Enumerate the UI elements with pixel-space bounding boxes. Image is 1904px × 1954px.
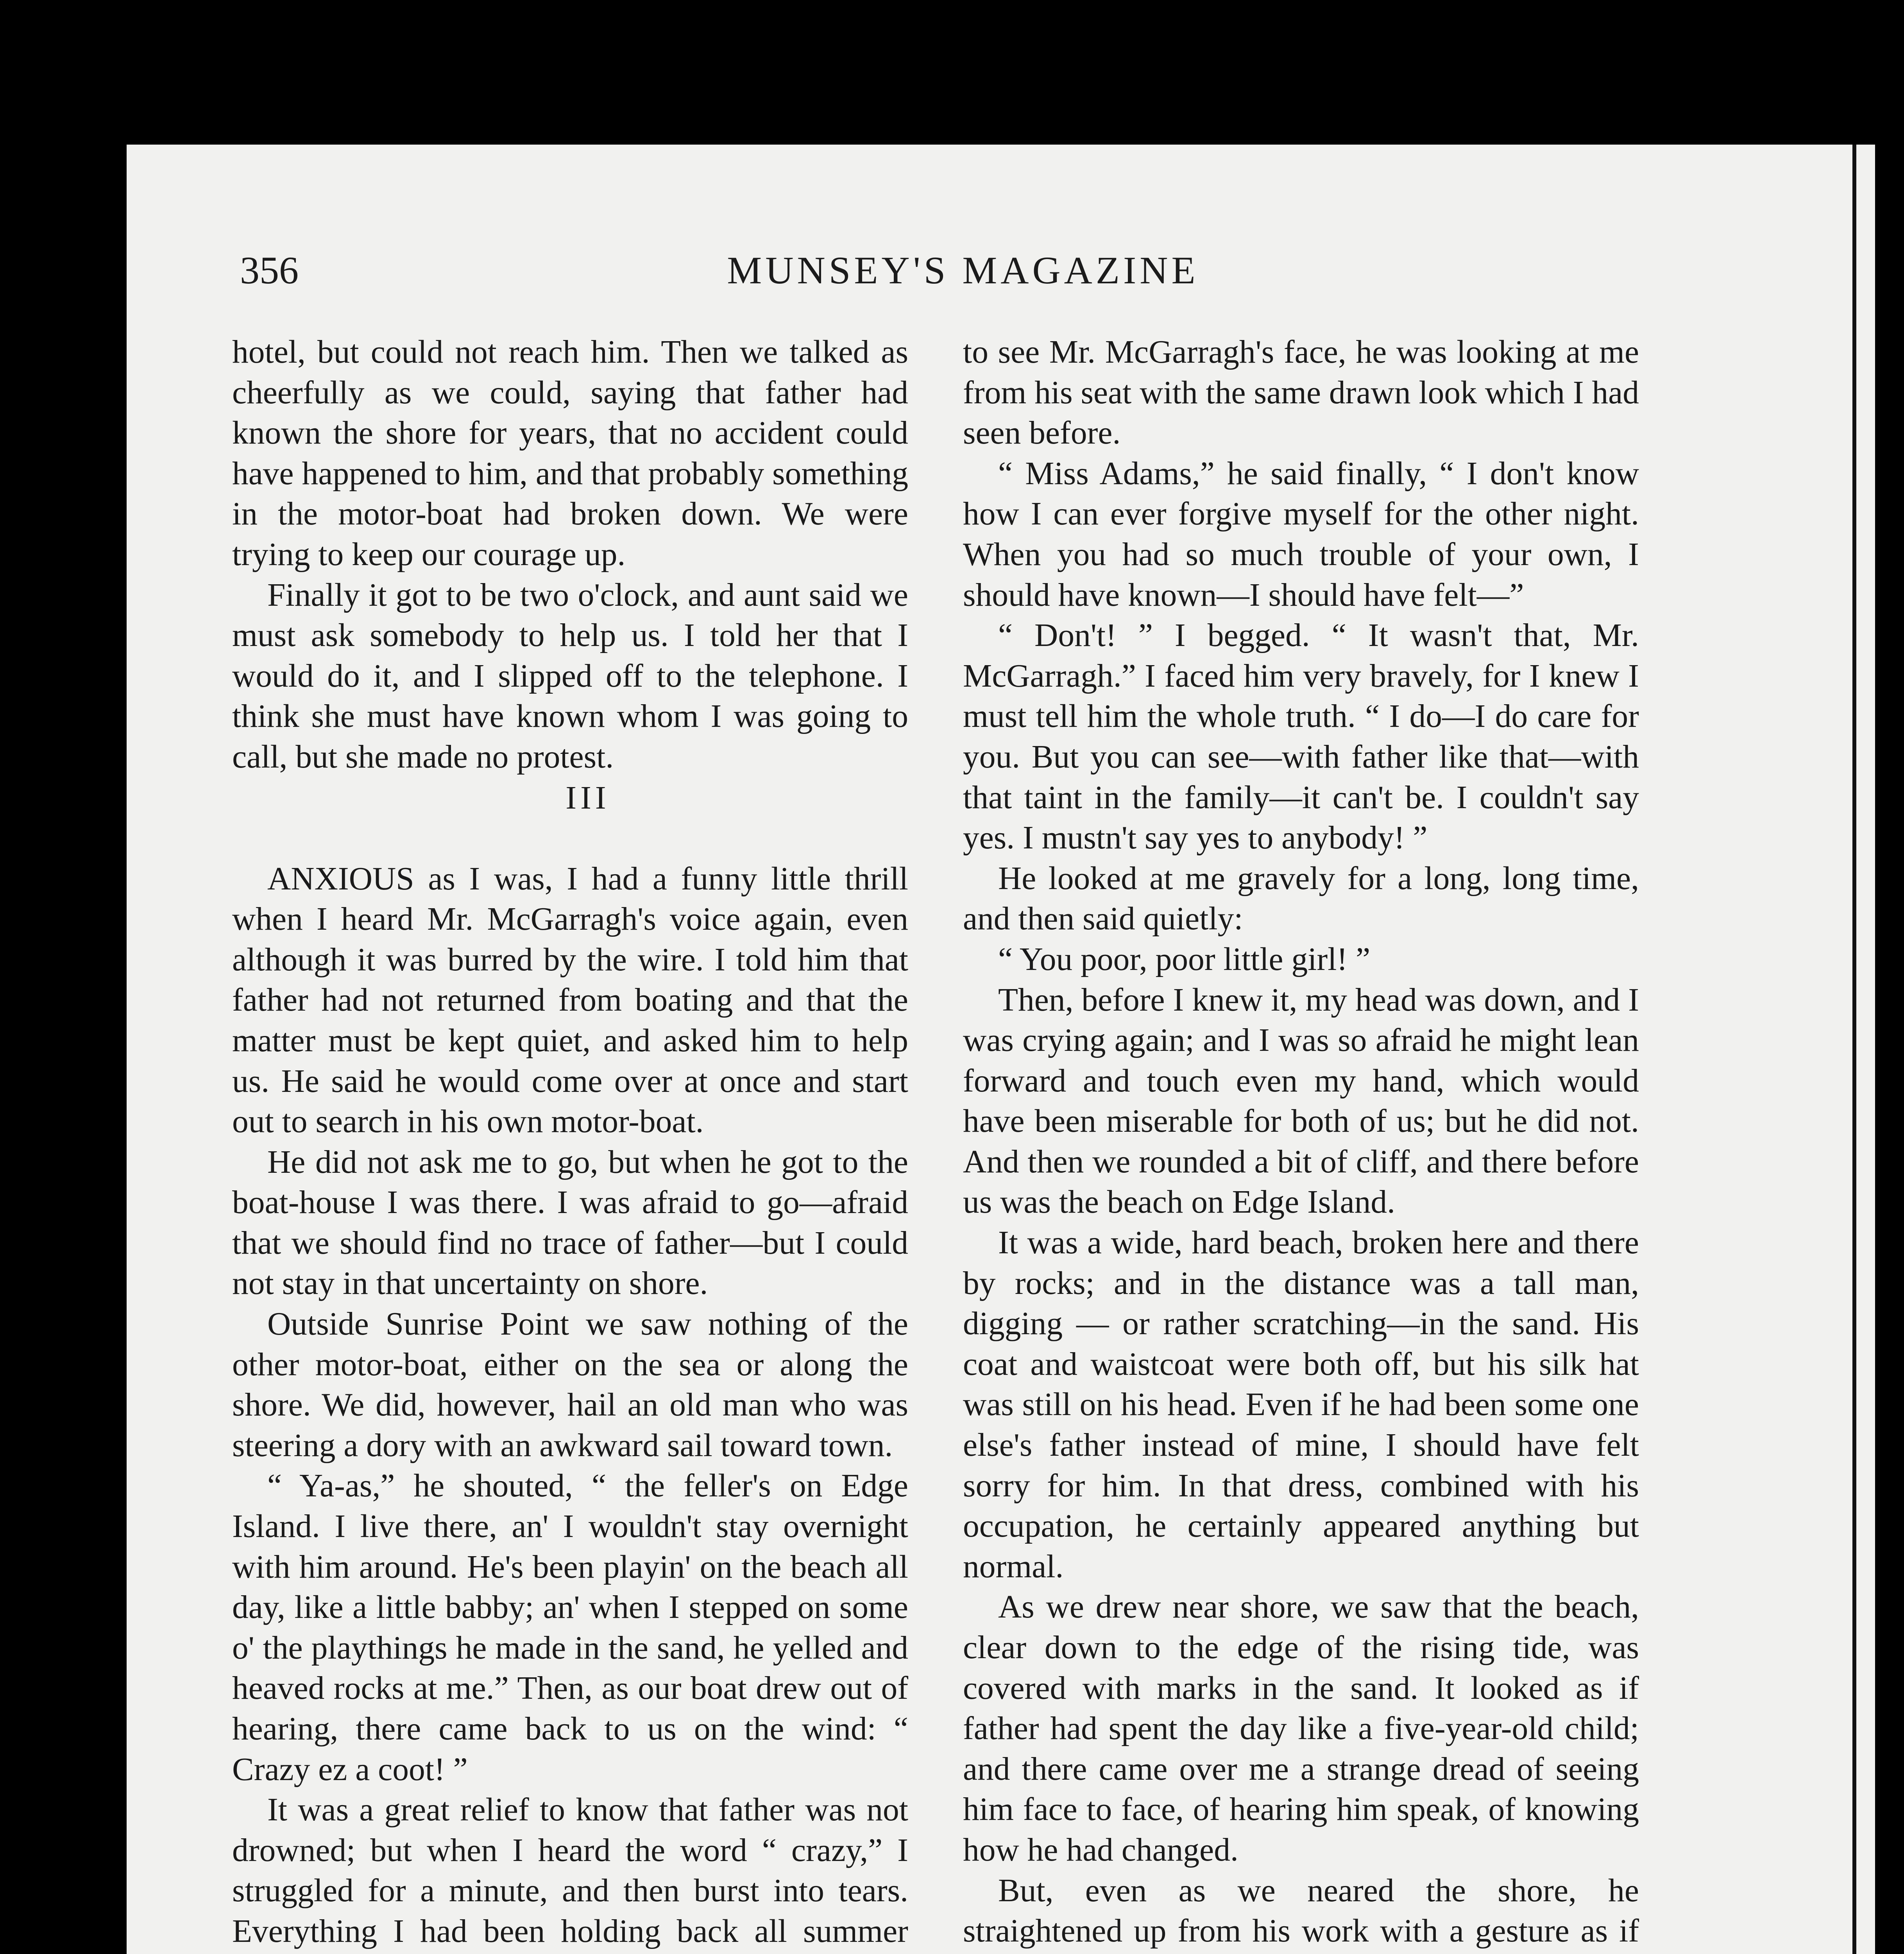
paragraph: to see Mr. McGarragh's face, he was looking at me from his seat with the same drawn look which I had seen before.: [963, 334, 1639, 451]
paragraph: ANXIOUS as I was, I had a funny little thrill when I heard Mr. McGarragh's voice again, even although it was burred by the wire. I told him that father had not returned from boating and that the matter must be kept quiet, and asked him to help us. He said he would come over at once and start out to search in his own motor-boat.: [232, 861, 908, 1140]
paragraph: As we drew near shore, we saw that the beach, clear down to the edge of the rising tide, was covered with marks in the sand. It looked as if father had spent the day like a five-year-old child; and there came over me a strange dread of seeing him face to face, of hearing him speak, of knowing how he had changed.: [963, 1589, 1639, 1868]
paragraph: It was a wide, hard beach, broken here and there by rocks; and in the distance was a tall man, digging — or rather scratching—in the sand. His coat and waistcoat were both off, but his silk hat was still on his head. Even if he had been some one else's father instead of mine, I should have felt sorry for him. In that dress, combined with his occupation, he certainly appeared anything but normal.: [963, 1225, 1639, 1585]
paragraph: He did not ask me to go, but when he got to the boat-house I was there. I was afraid to go—afraid that we should find no trace of father—but I could not stay in that uncertainty on shore.: [232, 1144, 908, 1302]
paragraph: “ Don't! ” I begged. “ It wasn't that, Mr. McGarragh.” I faced him very bravely, for I knew I must tell him the whole truth. “ I do—I do care for you. But you can see—with father like that—with that taint in the family—it can't be. I couldn't say yes. I mustn't say yes to anybody! ”: [963, 617, 1639, 856]
paragraph: He looked at me gravely for a long, long time, and then said quietly:: [963, 860, 1639, 937]
page-number: 356: [240, 249, 299, 292]
paragraph: “ You poor, poor little girl! ”: [998, 941, 1371, 977]
paragraph: “ Miss Adams,” he said finally, “ I don't know how I can ever forgive myself for the other night. When you had so much trouble of your own, I should have known—I should have felt—”: [963, 455, 1639, 613]
paragraph: It was a great relief to know that father was not drowned; but when I heard the word “ crazy,” I struggled for a minute, and then burst into tears. Everything I had been holding back all summer: [232, 1792, 908, 1949]
paragraph: hotel, but could not reach him. Then we talked as cheerfully as we could, saying that father had known the shore for years, that no accident could have happened to him, and that probably something in the motor-boat had broken down. We were trying to keep our courage up.: [232, 334, 908, 573]
magazine-page: [127, 145, 1852, 1954]
paragraph: “ Ya-as,” he shouted, “ the feller's on Edge Island. I live there, an' I wouldn't stay overnight with him around. He's been playin' on the beach all day, like a little babby; an' when I stepped on some o' the playthings he made in the sand, he yelled and heaved rocks at me.” Then, as our boat drew out of hearing, there came back to us on the wind: “ Crazy ez a coot! ”: [232, 1468, 908, 1788]
paragraph: Then, before I knew it, my head was down, and I was crying again; and I was so afraid he might lean forward and touch even my hand, which would have been miserable for both of us; but he did not. And then we rounded a bit of cliff, and there before us was the beach on Edge Island.: [963, 982, 1639, 1220]
right-column: [963, 332, 1639, 1954]
paragraph: Outside Sunrise Point we saw nothing of the other motor-boat, either on the sea or along the shore. We did, however, hail an old man who was steering a dory with an awkward sail toward town.: [232, 1306, 908, 1464]
running-head: [240, 248, 1686, 302]
section-number: III: [565, 780, 610, 816]
magazine-title: MUNSEY'S MAGAZINE: [727, 249, 1199, 292]
adjacent-page-edge: [1852, 145, 1875, 1954]
paragraph: But, even as we neared the shore, he straightened up from his work with a gesture as if: [963, 1872, 1639, 1949]
paragraph: Finally it got to be two o'clock, and aunt said we must ask somebody to help us. I told her that I would do it, and I slipped off to the telephone. I think she must have known whom I was going to call, but she made no protest.: [232, 577, 908, 775]
left-column: [232, 332, 908, 1954]
